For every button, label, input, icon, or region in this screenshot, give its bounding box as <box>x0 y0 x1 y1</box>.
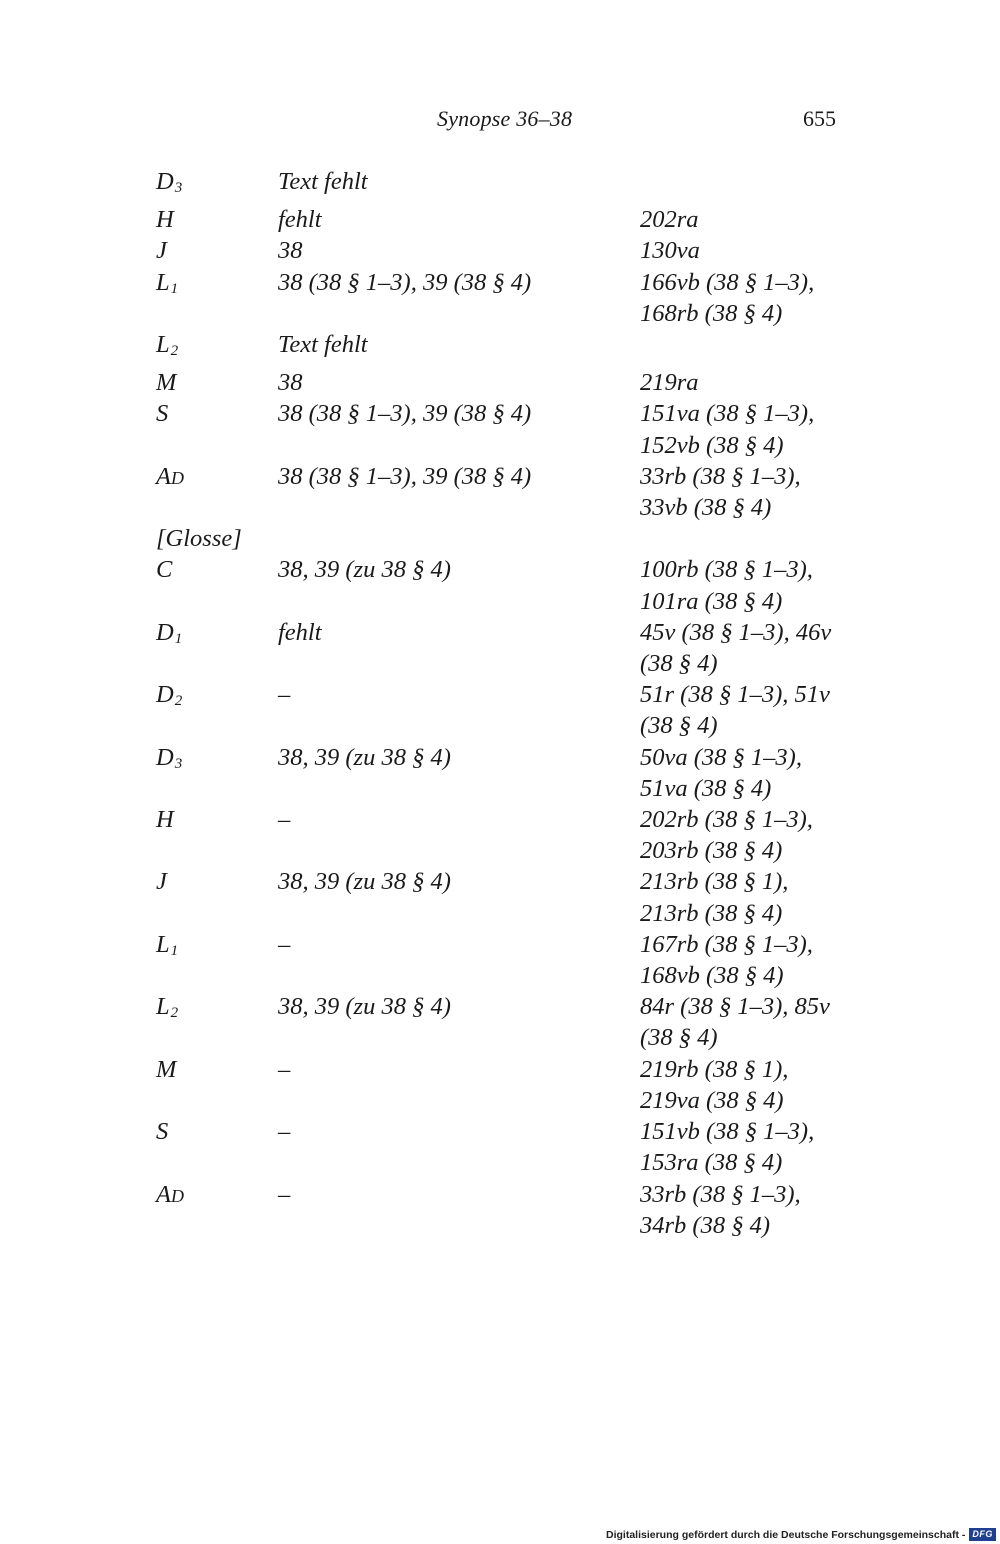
table-row <box>156 329 856 367</box>
chapter-reference: 38 <box>278 237 303 265</box>
folio-reference: 167rb (38 § 1–3), 168vb (38 § 4) <box>640 930 813 990</box>
siglum-letter: C <box>156 556 173 584</box>
siglum-letter: D <box>156 681 174 709</box>
manuscript-siglum <box>156 679 278 741</box>
folio-reference: 166vb (38 § 1–3), 168rb (38 § 4) <box>640 268 815 327</box>
folio-reference: 100rb (38 § 1–3), 101ra (38 § 4) <box>640 556 813 615</box>
siglum-letter: A <box>156 462 171 490</box>
running-title: Synopse 36–38 <box>437 106 573 131</box>
siglum-letter: D <box>156 168 174 195</box>
table-row <box>156 235 856 266</box>
folio-reference <box>640 166 856 204</box>
chapter-reference: – <box>278 930 291 958</box>
page-header <box>0 106 1000 138</box>
folio-reference: 33rb (38 § 1–3), 33vb (38 § 4) <box>640 462 801 522</box>
table-row <box>156 204 856 235</box>
chapter-reference: Text fehlt <box>278 331 368 359</box>
table-row <box>156 1179 856 1241</box>
chapter-reference: 38, 39 (zu 38 § 4) <box>278 743 451 771</box>
digitization-footer <box>606 1528 996 1541</box>
siglum-small-caps: D <box>170 467 185 488</box>
siglum-letter: J <box>156 237 167 265</box>
table-row <box>156 554 856 616</box>
section-heading <box>156 523 640 554</box>
table-row <box>156 1054 856 1116</box>
siglum-letter: L <box>156 268 170 296</box>
manuscript-siglum <box>156 1116 278 1178</box>
chapter-reference: – <box>278 681 291 709</box>
siglum-letter: L <box>156 930 170 958</box>
manuscript-siglum <box>156 398 278 460</box>
synopsis-table <box>156 166 856 1241</box>
manuscript-siglum <box>156 329 278 367</box>
folio-reference: 45v (38 § 1–3), 46v (38 § 4) <box>640 618 832 678</box>
manuscript-siglum <box>156 461 278 523</box>
dfg-logo: DFG <box>969 1528 996 1541</box>
section-heading-row <box>156 523 856 554</box>
siglum-letter: M <box>156 1055 177 1083</box>
siglum-letter: S <box>156 1118 169 1146</box>
table-row <box>156 461 856 523</box>
table-row <box>156 679 856 741</box>
siglum-small-caps: D <box>170 1185 185 1206</box>
chapter-reference: 38, 39 (zu 38 § 4) <box>278 993 451 1021</box>
chapter-reference: 38 (38 § 1–3), 39 (38 § 4) <box>278 268 532 296</box>
page-number: 655 <box>803 106 836 131</box>
manuscript-siglum <box>156 929 278 991</box>
manuscript-siglum <box>156 235 278 266</box>
chapter-reference: – <box>278 806 291 834</box>
chapter-reference: 38 <box>278 369 303 397</box>
siglum-letter: D <box>156 743 174 771</box>
siglum-subscript: 2 <box>174 693 183 710</box>
table-row <box>156 866 856 928</box>
siglum-letter: D <box>156 618 174 646</box>
chapter-reference: fehlt <box>278 206 322 234</box>
siglum-subscript: 1 <box>170 280 179 297</box>
table-row <box>156 742 856 804</box>
table-row <box>156 1116 856 1178</box>
siglum-subscript: 1 <box>170 942 179 959</box>
siglum-subscript: 2 <box>170 343 179 360</box>
footer-text: Digitalisierung gefördert durch die Deutsche Forschungsgemeinschaft - <box>606 1528 966 1541</box>
manuscript-siglum <box>156 166 278 204</box>
folio-reference: 219ra <box>640 369 699 397</box>
manuscript-siglum <box>156 742 278 804</box>
chapter-reference: fehlt <box>278 618 322 646</box>
siglum-letter: A <box>156 1180 171 1208</box>
siglum-subscript: 3 <box>174 180 183 196</box>
table-row <box>156 929 856 991</box>
siglum-letter: L <box>156 993 170 1021</box>
siglum-subscript: 2 <box>170 1005 179 1022</box>
siglum-subscript: 3 <box>174 755 183 772</box>
manuscript-siglum <box>156 367 278 398</box>
table-row <box>156 804 856 866</box>
folio-reference: 202ra <box>640 206 699 234</box>
folio-reference: 213rb (38 § 1), 213rb (38 § 4) <box>640 868 789 927</box>
table-row <box>156 398 856 460</box>
siglum-letter: M <box>156 369 177 397</box>
siglum-letter: H <box>156 206 174 234</box>
chapter-reference: 38 (38 § 1–3), 39 (38 § 4) <box>278 400 532 428</box>
folio-reference: 84r (38 § 1–3), 85v (38 § 4) <box>640 993 830 1052</box>
manuscript-siglum <box>156 804 278 866</box>
table-row <box>156 367 856 398</box>
siglum-letter: H <box>156 806 174 834</box>
chapter-reference: Text fehlt <box>278 168 368 195</box>
manuscript-siglum <box>156 1054 278 1116</box>
siglum-letter: L <box>156 331 170 359</box>
table-row <box>156 267 856 329</box>
manuscript-siglum <box>156 991 278 1053</box>
folio-reference: 130va <box>640 237 700 265</box>
folio-reference: 151va (38 § 1–3), 152vb (38 § 4) <box>640 400 815 459</box>
siglum-letter: S <box>156 400 169 428</box>
manuscript-siglum <box>156 866 278 928</box>
chapter-reference: 38 (38 § 1–3), 39 (38 § 4) <box>278 462 532 490</box>
folio-reference: 151vb (38 § 1–3), 153ra (38 § 4) <box>640 1118 815 1177</box>
chapter-reference: – <box>278 1055 291 1083</box>
table-row <box>156 617 856 679</box>
chapter-reference: 38, 39 (zu 38 § 4) <box>278 868 451 896</box>
folio-reference: 33rb (38 § 1–3), 34rb (38 § 4) <box>640 1180 801 1239</box>
folio-reference: 202rb (38 § 1–3), 203rb (38 § 4) <box>640 806 813 865</box>
siglum-subscript: 1 <box>174 630 183 647</box>
siglum-letter: J <box>156 868 167 896</box>
manuscript-siglum <box>156 204 278 235</box>
siglum-letter: [Glosse] <box>156 525 242 553</box>
folio-reference: 50va (38 § 1–3), 51va (38 § 4) <box>640 743 802 802</box>
chapter-reference: – <box>278 1180 291 1208</box>
folio-reference: 51r (38 § 1–3), 51v (38 § 4) <box>640 681 830 740</box>
manuscript-siglum <box>156 1179 278 1241</box>
chapter-reference: 38, 39 (zu 38 § 4) <box>278 556 451 584</box>
folio-reference: 219rb (38 § 1), 219va (38 § 4) <box>640 1055 789 1114</box>
manuscript-siglum <box>156 554 278 616</box>
table-row <box>156 166 856 204</box>
manuscript-siglum <box>156 267 278 329</box>
chapter-reference: – <box>278 1118 291 1146</box>
table-row <box>156 991 856 1053</box>
manuscript-siglum <box>156 617 278 679</box>
folio-reference <box>640 329 856 367</box>
